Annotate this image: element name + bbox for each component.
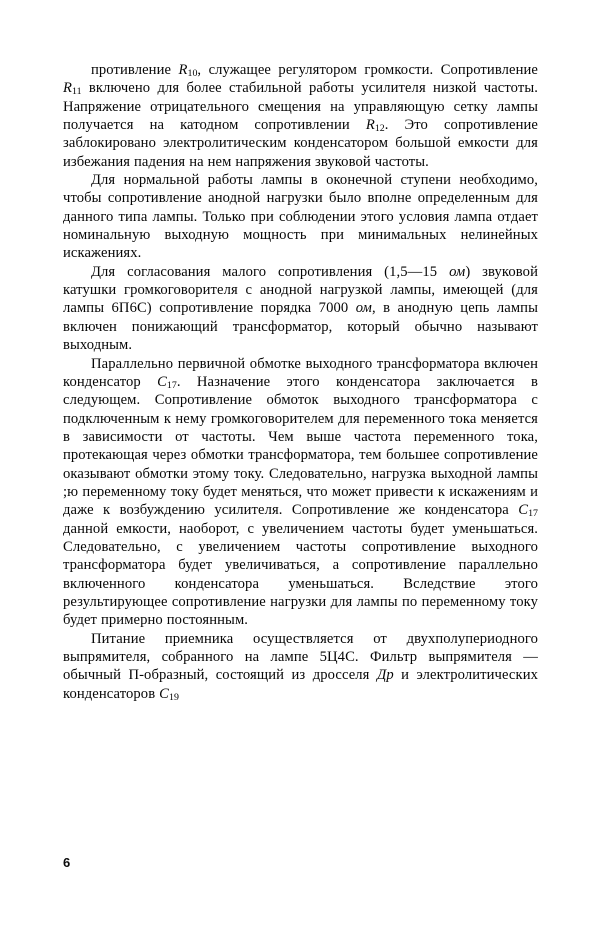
variable-subscript: 10 [187, 68, 198, 80]
variable-symbol: $R_{12}$ [365, 117, 385, 135]
variable-subscript: 19 [168, 691, 179, 703]
paragraph: Параллельно первичной обмотке выходного трансформатора включен конденсатор $C_{17}$. Назначение этого конденсатора заключается в следующем. Сопротивление обмоток выходного трансформатора с подключенным к нему громкоговорителем для переменного тока меняется в зависимости от частоты. Чем выше частота переменного тока, протекающая через обмотки трансформатора, тем большее сопротивление оказывают обмотки этому току. Следовательно, нагрузка выходной лампы ;ю переменному току будет меняться, что может привести к искажениям и даже к возбуждению усилителя. Сопротивление же конденсатора $C_{17}$ данной емкости, наоборот, с увеличением частоты будет уменьшаться. Следовательно, с увеличением частоты сопротивление выходного трансформатора будет увеличиваться, а сопротивление параллельно включенного конденсатора уменьшаться. Вследствие этого результирующее сопротивление нагрузки для лампы по переменному току будет примерно постоянным. [63, 355, 538, 629]
variable-subscript: 17 [528, 508, 538, 520]
unit-symbol: ом [355, 300, 372, 317]
unit-symbol: ом [449, 263, 466, 280]
page-number: 6 [63, 855, 71, 870]
variable-symbol: $C_{17}$ [157, 373, 177, 392]
variable-symbol: $C_{17}$ [518, 502, 538, 520]
variable-subscript: 11 [72, 86, 82, 98]
variable-symbol: $C_{19}$ [159, 685, 179, 703]
paragraph: Для согласования малого сопротивления (1,5—15 ом) звуковой катушки громкоговорителя с анодной нагрузкой лампы, имеющей (для лампы 6П6С) сопротивление порядка 7000 ом, в анодную цепь лампы включен понижающий трансформатор, который обычно называют выходным. [63, 263, 538, 354]
paragraph: противление $R_{10}$, служащее регулятором громкости. Сопротивление $R_{11}$ включено для более стабильной работы усилителя низкой частоты. Напряжение отрицательного смещения на управляющую сетку лампы получается на катодном сопротивлении $R_{12}$. Это сопротивление заблокировано электролитическим конденсатором большой емкости для избежания падения на нем напряжения звуковой частоты. [63, 62, 539, 170]
variable-subscript: 17 [166, 380, 177, 392]
paragraph: Для нормальной работы лампы в оконечной ступени необходимо, чтобы сопротивление анодной нагрузки было вполне определенным для данного типа лампы. Только при соблюдении этого условия лампа отдает номинальную выходную мощность при минимальных нелинейных искажениях. [63, 172, 538, 262]
paragraph: Питание приемника осуществляется от двухполупериодного выпрямителя, собранного на лампе 5Ц4С. Фильтр выпрямителя — обычный П-образный, состоящий из дросселя Др и электролитических конденсаторов $C_{19}$ [63, 630, 538, 703]
variable-subscript: 12 [374, 123, 385, 135]
variable-symbol: $R_{10}$ [178, 62, 198, 80]
variable-symbol: $R_{11}$ [63, 80, 82, 98]
page-text-body [63, 61, 538, 703]
variable-symbol: Др [376, 667, 394, 684]
